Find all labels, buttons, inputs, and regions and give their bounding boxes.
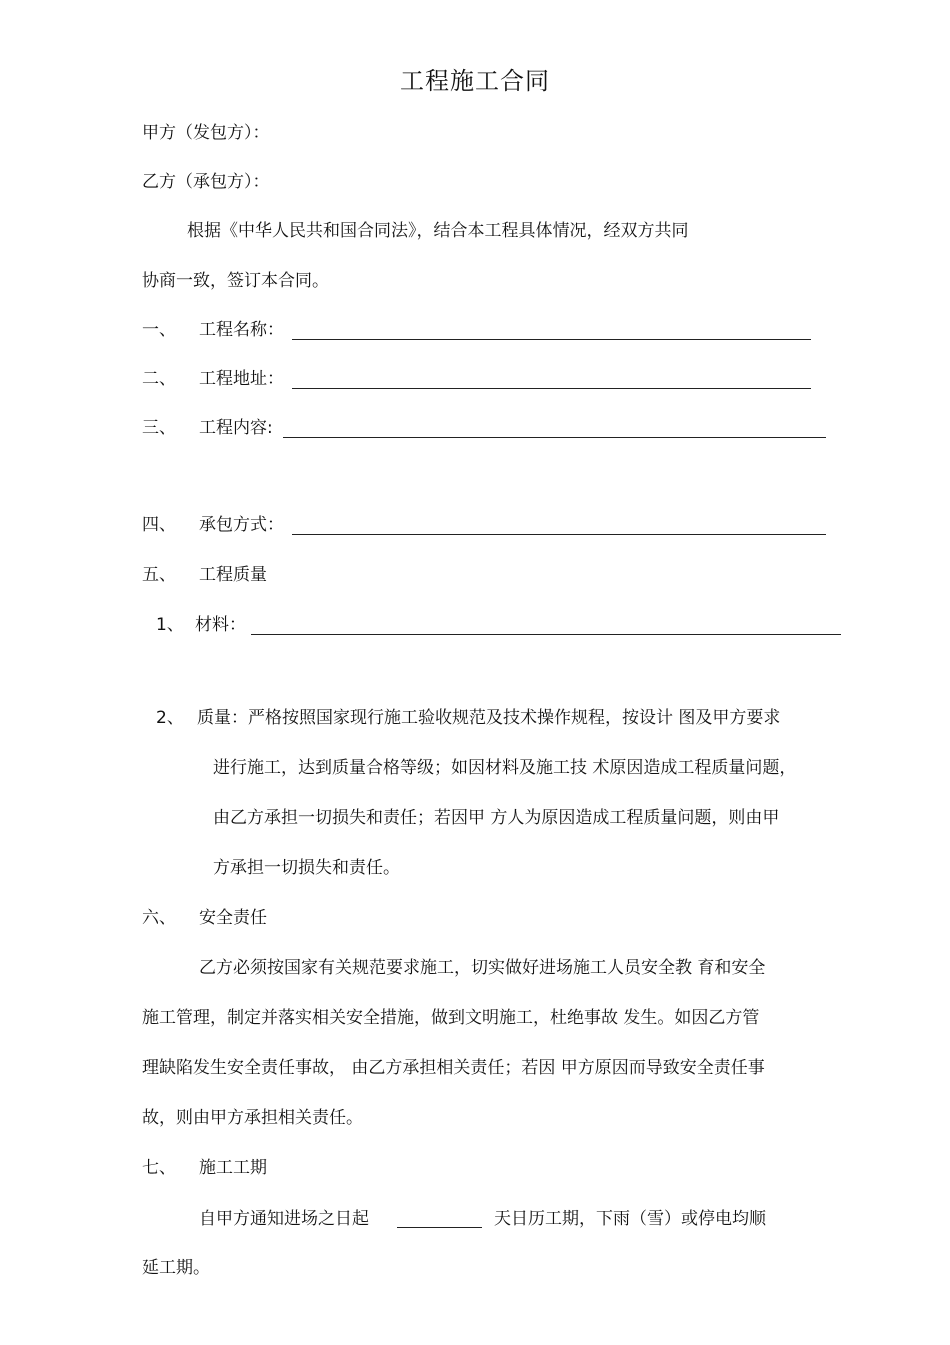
party-b-field: 乙方（承包方）：	[142, 172, 270, 192]
section-5-number: 五、	[142, 565, 176, 585]
safety-line-4: 故，则由甲方承担相关责任。	[142, 1108, 363, 1128]
item-1-number: 1、	[156, 615, 184, 635]
schedule-line-1-start: 自甲方通知进场之日起	[199, 1209, 369, 1229]
section-2-number: 二、	[142, 369, 176, 389]
party-a-field: 甲方（发包方）：	[142, 123, 270, 143]
safety-line-2: 施工管理，制定并落实相关安全措施，做到文明施工，杜绝事故 发生。如因乙方管	[142, 1008, 760, 1028]
item-2-number: 2、	[156, 708, 184, 728]
schedule-line-2: 延工期。	[142, 1258, 210, 1278]
section-7-number: 七、	[142, 1158, 176, 1178]
quality-line-1: 质量：严格按照国家现行施工验收规范及技术操作规程，按设计 图及甲方要求	[197, 708, 781, 728]
materials-blank	[251, 634, 841, 635]
quality-line-2: 进行施工，达到质量合格等级；如因材料及施工技 术原因造成工程质量问题，	[213, 758, 797, 778]
section-1-number: 一、	[142, 320, 176, 340]
project-name-label: 工程名称：	[199, 320, 284, 340]
project-address-blank	[292, 388, 811, 389]
section-6-number: 六、	[142, 908, 176, 928]
section-3-number: 三、	[142, 418, 176, 438]
section-5-heading: 工程质量	[199, 565, 267, 585]
section-6-heading: 安全责任	[199, 908, 267, 928]
contract-method-blank	[292, 534, 826, 535]
materials-label: 材料：	[195, 615, 246, 635]
project-name-blank	[292, 339, 811, 340]
project-content-label: 工程内容:	[199, 418, 273, 438]
project-content-blank	[283, 437, 826, 438]
section-7-heading: 施工工期	[199, 1158, 267, 1178]
safety-line-1: 乙方必须按国家有关规范要求施工，切实做好进场施工人员安全教 育和安全	[199, 958, 766, 978]
quality-line-3: 由乙方承担一切损失和责任；若因甲 方人为原因造成工程质量问题，则由甲	[213, 808, 780, 828]
document-title: 工程施工合同	[400, 67, 550, 95]
schedule-line-1-end: 天日历工期，下雨（雪）或停电均顺	[494, 1209, 766, 1229]
safety-line-3: 理缺陷发生安全责任事故， 由乙方承担相关责任；若因 甲方原因而导致安全责任事	[142, 1058, 765, 1078]
intro-line-1: 根据《中华人民共和国合同法》，结合本工程具体情况，经双方共同	[187, 221, 689, 241]
section-4-number: 四、	[142, 515, 176, 535]
contract-method-label: 承包方式：	[199, 515, 284, 535]
quality-line-4: 方承担一切损失和责任。	[213, 858, 400, 878]
project-address-label: 工程地址：	[199, 369, 284, 389]
intro-line-2: 协商一致，签订本合同。	[142, 271, 329, 291]
schedule-days-blank	[397, 1227, 482, 1228]
